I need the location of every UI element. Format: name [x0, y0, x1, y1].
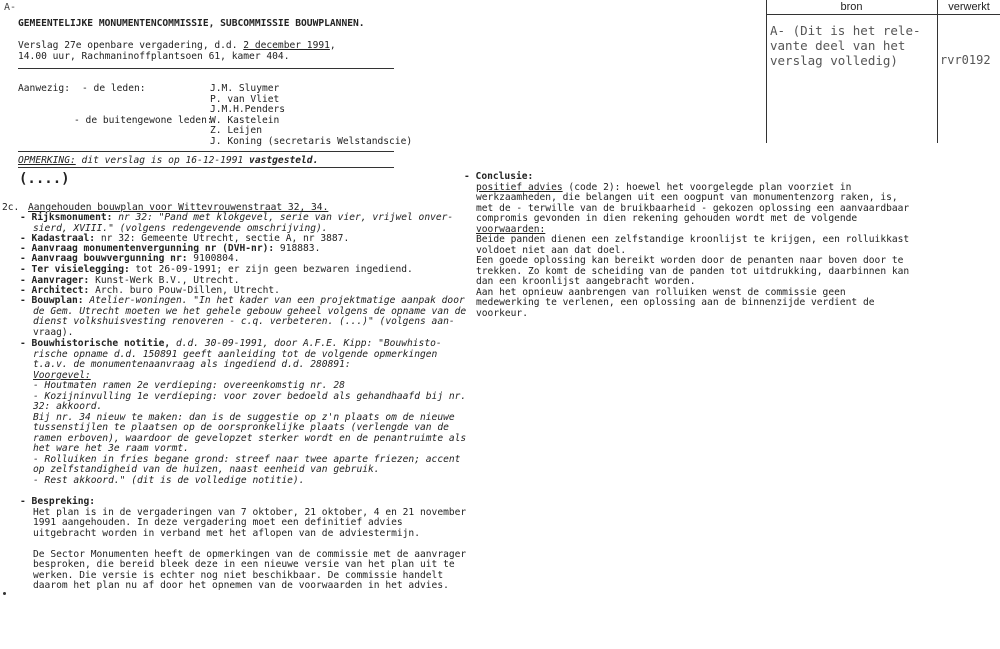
extra-member-name: Z. Leijen: [210, 125, 262, 136]
architect-line: - Architect: Arch. buro Pouw-Dillen, Utrecht.: [20, 285, 280, 296]
bespreking-line: uitgebracht worden in verband met het aflopen van de adviestermijn.: [33, 528, 420, 539]
sector-line: besproken, die bereid bleek deze in een nieuwe versie van het plan uit te: [33, 559, 455, 570]
voorgevel-line: het ware het 3e raam vormt.: [33, 443, 189, 454]
bron-header: bron: [840, 1, 863, 13]
voorgevel-line: - Rolluiken in fries begane grond: streef naar twee aparte friezen; accent: [33, 454, 461, 465]
voorgevel-line: tussenstijlen te plaatsen op de oorspronkelijke plaats (verlengde van de: [33, 422, 449, 433]
meeting-date: 2 december 1991: [243, 40, 330, 51]
meeting-prefix: Verslag 27e openbare vergadering, d.d.: [18, 40, 244, 51]
conclusie-label: - Conclusie:: [464, 171, 534, 182]
voorwaarden-line: voorkeur.: [476, 308, 528, 319]
extra-member-name: W. Kastelein: [210, 115, 280, 126]
notitie-line-2: rische opname d.d. 150891 geeft aanleiding tot de volgende opmerkingen: [33, 349, 438, 360]
voorgevel-line: op zelfstandigheid van de huizen, naast eenheid van gebruik.: [33, 464, 380, 475]
item-number: 2c.: [2, 202, 20, 213]
header-rule: [18, 68, 394, 69]
member-name: P. van Vliet: [210, 94, 280, 105]
meeting-line: [18, 41, 336, 52]
bron-note: [770, 23, 921, 68]
voorgevel-line: 32: akkoord.: [33, 401, 103, 412]
bron-line: verslag volledig): [770, 53, 898, 68]
bron-line: A- (Dit is het rele-: [770, 23, 921, 38]
conclusie-line: werkzaamheden, die belangen uit een oogpunt van monumentenzorg raken, is,: [476, 192, 898, 203]
voorwaarden-line: trekken. Zo komt de scheiding van de panden tot uitdrukking, daarbinnen kan: [476, 266, 910, 277]
notitie-line: - Bouwhistorische notitie, d.d. 30-09-1991, door A.F.E. Kipp: "Bouwhisto-: [20, 338, 442, 349]
table-divider: [937, 0, 938, 143]
sector-line: De Sector Monumenten heeft de opmerkingen van de commissie met de aanvrager: [33, 549, 467, 560]
conclusie-line: positief advies (code 2): hoewel het voorgelegde plan voorziet in: [476, 182, 852, 193]
voorwaarden-line: Een goede oplossing kan bereikt worden door de penanten naar boven door te: [476, 255, 904, 266]
bouwvergunning-line: - Aanvraag bouwvergunning nr: 9100804.: [20, 253, 240, 264]
item-title: Aangehouden bouwplan voor Wittevrouwenstraat 32, 34.: [28, 202, 329, 213]
table-border-left: [766, 0, 767, 143]
conclusie-line: compromis gevonden in dien rekening gehouden wordt met de volgende: [476, 213, 858, 224]
remark-rule: [18, 167, 394, 168]
rijksmonument-line: - Rijksmonument: nr 32: "Pand met klokgevel, serie van vier, vrijwel onver-: [20, 212, 454, 223]
remark-tail: vastgesteld.: [249, 155, 319, 166]
bouwplan-line: - Bouwplan: Atelier-woningen. "In het kader van een projektmatige aanpak door: [20, 295, 465, 306]
conclusie-line: met de - terwille van de bruikbaarheid - gekozen oplossing een aanvaardbaar: [476, 203, 910, 214]
bouwplan-line-2: de Gem. Utrecht moeten we het gehele gebouw geheel volgens de opname van de: [33, 306, 467, 317]
ellipsis: (....): [19, 171, 70, 187]
sector-line: daarom het plan nu af door het opnemen van de voorwaarden in het advies.: [33, 580, 449, 591]
table-header-rule: [766, 14, 1000, 15]
bespreking-label: - Bespreking:: [20, 496, 96, 507]
voorgevel-line: ramen erboven), waardoor de gevelopzet sterker wordt en de penantruimte als: [33, 433, 467, 444]
bron-line: vante deel van het: [770, 38, 906, 53]
voorgevel-line: Bij nr. 34 nieuw te maken: dan is de suggestie op z'n plaats om de nieuwe: [33, 412, 455, 423]
attendance-rule: [18, 151, 394, 152]
monumentenvergunning-line: - Aanvraag monumentenvergunning nr (DVH-nr): 918883.: [20, 243, 321, 254]
page-letter: A-: [4, 2, 17, 13]
source-table: [766, 0, 1000, 143]
voorwaarden-label: voorwaarden:: [476, 224, 546, 235]
voorwaarden-line: dan een kroonlijst aangebracht worden.: [476, 276, 696, 287]
meeting-time-place: 14.00 uur, Rachmaninoffplantsoen 61, kamer 404.: [18, 51, 290, 62]
bouwplan-line-4: vraag).: [33, 327, 74, 338]
member-name: J.M. Sluymer: [210, 83, 280, 94]
positief-advies: positief advies: [476, 182, 563, 193]
notitie-line-3: t.a.v. de monumentenaanvraag als ingediend d.d. 280891:: [33, 359, 351, 370]
kadastraal-line: - Kadastraal: nr 32: Gemeente Utrecht, sectie A, nr 3887.: [20, 233, 350, 244]
extra-members-label: - de buitengewone leden:: [74, 115, 213, 126]
meeting-suffix: ,: [329, 40, 336, 51]
voorwaarden-line: Aan het opnieuw aanbrengen van rolluiken wenst de commissie geen: [476, 287, 846, 298]
voorgevel-line: - Rest akkoord." (dit is de volledige notitie).: [33, 475, 305, 486]
ter-visielegging-line: - Ter visielegging: tot 26-09-1991; er zijn geen bezwaren ingediend.: [20, 264, 413, 275]
bouwplan-line-3: dienst volkshuisvesting renoveren - c.q. verbeteren. (...)" (volgens aan-: [33, 316, 455, 327]
bespreking-line: Het plan is in de vergaderingen van 7 oktober, 21 oktober, 4 en 21 november: [33, 507, 467, 518]
voorgevel-line: - Kozijninvulling 1e verdieping: voor zover bedoeld als gehandhaafd bij nr.: [33, 391, 467, 402]
rijksmonument-line-2: sierd, XVIII." (volgens redengevende omschrijving).: [33, 223, 328, 234]
remark-label: OPMERKING:: [18, 155, 76, 166]
document-title: GEMEENTELIJKE MONUMENTENCOMMISSIE, SUBCOMMISSIE BOUWPLANNEN.: [18, 18, 365, 29]
voorwaarden-line: Beide panden dienen een zelfstandige kroonlijst te krijgen, een rolluikkast: [476, 234, 910, 245]
extra-member-name: J. Koning (secretaris Welstandscie): [210, 136, 413, 147]
bespreking-line: 1991 aangehouden. In deze vergadering moet een definitief advies: [33, 517, 403, 528]
verwerkt-header: verwerkt: [948, 1, 990, 13]
voorwaarden-line: voldoet niet aan dat doel.: [476, 245, 627, 256]
voorwaarden-line: medewerking te verlenen, een oplossing aan de binnenzijde verdient de: [476, 297, 875, 308]
aanvrager-line: - Aanvrager: Kunst-Werk B.V., Utrecht.: [20, 275, 240, 286]
remark-line: [18, 156, 318, 167]
verwerkt-value: rvr0192: [940, 53, 991, 67]
sector-line: werken. Die versie is echter nog niet beschikbaar. De commissie handelt: [33, 570, 444, 581]
members-label: - de leden:: [82, 83, 146, 94]
remark-text: dit verslag is op 16-12-1991: [75, 155, 250, 166]
stray-dot: [3, 592, 6, 595]
attendance-label: Aanwezig:: [18, 83, 70, 94]
voorgevel-label: Voorgevel:: [33, 370, 91, 381]
member-name: J.M.H.Penders: [210, 104, 286, 115]
voorgevel-line: - Houtmaten ramen 2e verdieping: overeenkomstig nr. 28: [33, 380, 345, 391]
